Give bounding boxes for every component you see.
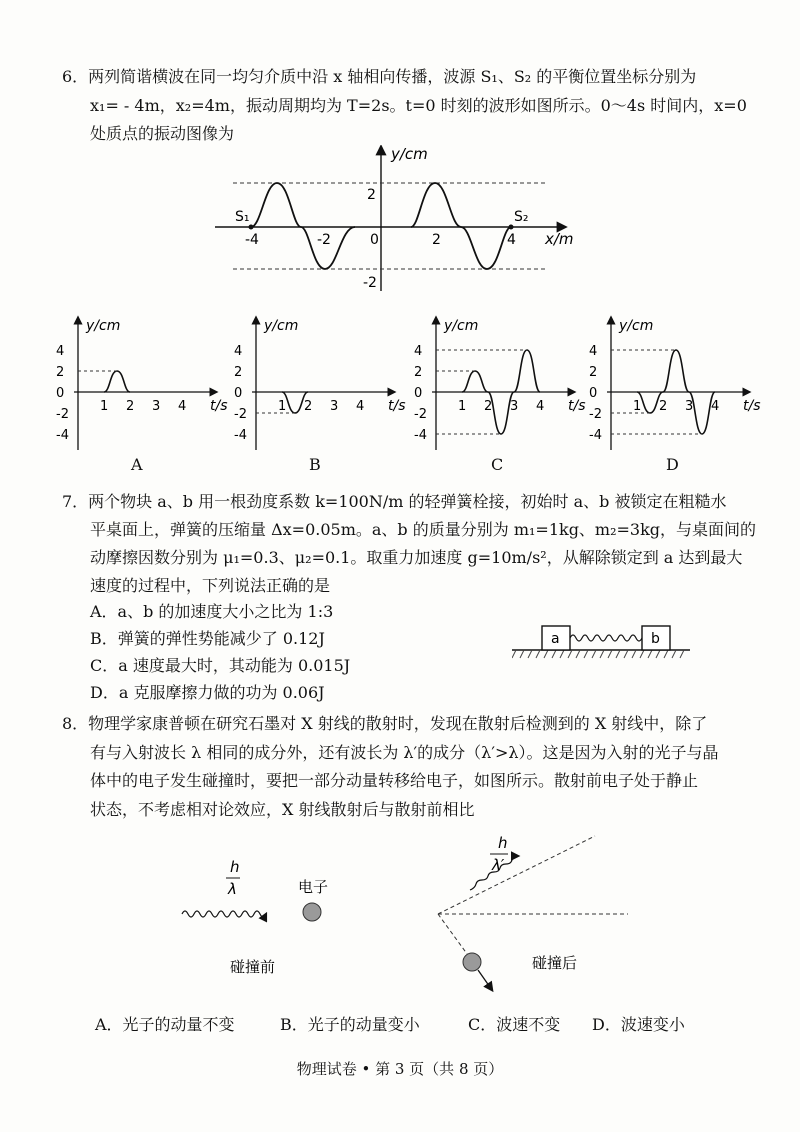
y-tick-label: 4	[414, 344, 423, 359]
q7-line1: 7．两个物块 a、b 用一根劲度系数 k=100N/m 的轻弹簧栓接，初始时 a、b 被锁定在粗糙水	[62, 492, 727, 511]
y-tick-label: 4	[56, 344, 65, 359]
q7-option-d: D．a 克服摩擦力做的功为 0.06J	[90, 683, 325, 702]
t-tick-label: 3	[510, 399, 519, 414]
electron-before	[303, 903, 321, 921]
t-tick-label: 2	[484, 399, 493, 414]
before-label: 碰撞前	[230, 958, 276, 976]
option-graphs	[40, 312, 780, 477]
tick-x-4: 4	[507, 232, 516, 248]
y-tick-label: -2	[234, 407, 247, 422]
t-tick-label: 3	[152, 399, 161, 414]
lambda-label-before: λ	[228, 880, 237, 898]
q8-option-c: C．波速不变	[468, 1015, 561, 1034]
t-tick-label: 1	[633, 399, 642, 414]
electron-label: 电子	[298, 878, 329, 896]
q8-line1: 8．物理学家康普顿在研究石墨对 X 射线的散射时，发现在散射后检测到的 X 射线中，除了	[62, 714, 708, 733]
y-tick-label: -4	[414, 428, 427, 443]
t-axis-label: t/s	[743, 398, 761, 414]
y-axis-label: y/cm	[264, 318, 299, 334]
y-axis-label: y/cm	[86, 318, 121, 334]
h-label-after: h	[498, 834, 508, 852]
q7-option-c: C．a 速度最大时，其动能为 0.015J	[90, 656, 351, 675]
tick-x--2: -2	[317, 232, 331, 248]
incident-photon	[182, 911, 266, 917]
wave-s2	[411, 183, 539, 269]
source-s2: S₂	[514, 209, 529, 225]
block-a-label: a	[551, 631, 560, 647]
y-tick-label: 2	[234, 365, 243, 380]
y-tick-label: 4	[234, 344, 243, 359]
q8-option-a: A．光子的动量不变	[95, 1015, 235, 1034]
tick-x-0: 0	[370, 232, 379, 248]
y-tick-label: -2	[56, 407, 69, 422]
q8-option-b: B．光子的动量变小	[280, 1015, 420, 1034]
t-tick-label: 4	[356, 399, 365, 414]
option-label-c: C	[491, 455, 504, 474]
y-tick-label: 0	[589, 386, 598, 401]
t-tick-label: 1	[458, 399, 467, 414]
option-label-b: B	[309, 455, 321, 474]
y-tick-label: 2	[589, 365, 598, 380]
option-graph-d	[589, 318, 761, 450]
y-tick-label: 0	[234, 386, 243, 401]
t-axis-label: t/s	[388, 398, 406, 414]
spring	[570, 635, 648, 641]
t-tick-label: 1	[278, 399, 287, 414]
vibration-curve	[663, 350, 689, 392]
vibration-curve	[462, 371, 488, 392]
y-tick-label: -4	[234, 428, 247, 443]
q6-line1: 6．两列简谐横波在同一均匀介质中沿 x 轴相向传播，波源 S₁、S₂ 的平衡位置坐标分别为	[62, 67, 697, 86]
t-tick-label: 3	[330, 399, 339, 414]
spring-blocks-figure	[512, 620, 692, 662]
q7-line2: 平桌面上，弹簧的压缩量 Δx=0.05m。a、b 的质量分别为 m₁=1kg、m₂=3kg，与桌面间的	[90, 520, 757, 539]
y-tick-label: -4	[56, 428, 69, 443]
t-axis-label: t/s	[210, 398, 228, 414]
option-label-d: D	[666, 455, 679, 474]
y-tick-label: 2	[414, 365, 423, 380]
option-label-a: A	[131, 455, 143, 474]
wave-s1	[251, 183, 355, 269]
t-axis-label: t/s	[568, 398, 586, 414]
scattered-path	[438, 836, 595, 914]
compton-figure	[170, 828, 650, 1003]
electron-after	[463, 953, 481, 971]
y-axis-label: y/cm	[619, 318, 654, 334]
q8-line2: 有与入射波长 λ 相同的成分外，还有波长为 λ′的成分（λ′>λ）。这是因为入射的光子与晶	[90, 743, 719, 762]
q6-line2: x₁= - 4m，x₂=4m，振动周期均为 T=2s。t=0 时刻的波形如图所示。0～4s 时间内，x=0	[90, 96, 747, 115]
vibration-curve	[104, 371, 130, 392]
t-tick-label: 3	[685, 399, 694, 414]
q7-option-b: B．弹簧的弹性势能减少了 0.12J	[90, 629, 325, 648]
page-footer: 物理试卷 • 第 3 页（共 8 页）	[296, 1060, 504, 1078]
t-tick-label: 4	[711, 399, 720, 414]
y-tick-label: 4	[589, 344, 598, 359]
y-tick-label: 0	[414, 386, 423, 401]
tick-x--4: -4	[245, 232, 259, 248]
t-tick-label: 4	[536, 399, 545, 414]
y-tick-label: -2	[589, 407, 602, 422]
t-tick-label: 2	[126, 399, 135, 414]
tick-y--2: -2	[363, 275, 377, 291]
h-label-before: h	[230, 858, 240, 876]
y-tick-label: 2	[56, 365, 65, 380]
electron-path	[438, 914, 470, 958]
lambda-label-after: λ′	[492, 856, 505, 874]
x-label: x/m	[545, 230, 574, 248]
q6-line3: 处质点的振动图像为	[90, 124, 235, 143]
option-graph-c	[414, 318, 586, 450]
source-s1: S₁	[235, 209, 250, 225]
option-graph-b	[234, 318, 406, 450]
q7-line4: 速度的过程中，下列说法正确的是	[90, 576, 331, 595]
y-label: y/cm	[391, 145, 428, 163]
tick-y-2: 2	[367, 187, 376, 203]
t-tick-label: 1	[100, 399, 109, 414]
vibration-curve	[514, 350, 540, 392]
q7-line3: 动摩擦因数分别为 μ₁=0.3、μ₂=0.1。取重力加速度 g=10m/s²，从解除锁定到 a 达到最大	[90, 548, 743, 567]
y-tick-label: 0	[56, 386, 65, 401]
block-b-label: b	[651, 631, 660, 647]
q8-line3: 体中的电子发生碰撞时，要把一部分动量转移给电子，如图所示。散射前电子处于静止	[90, 771, 699, 790]
tick-x-2: 2	[432, 232, 441, 248]
q7-option-a: A．a、b 的加速度大小之比为 1:3	[90, 602, 334, 621]
t-tick-label: 4	[178, 399, 187, 414]
q8-option-d: D．波速变小	[592, 1015, 685, 1034]
t-tick-label: 2	[659, 399, 668, 414]
q8-line4: 状态，不考虑相对论效应，X 射线散射后与散射前相比	[90, 800, 475, 819]
y-axis-label: y/cm	[444, 318, 479, 334]
y-tick-label: -4	[589, 428, 602, 443]
after-label: 碰撞后	[532, 954, 578, 972]
wave-figure	[205, 145, 585, 295]
t-tick-label: 2	[304, 399, 313, 414]
y-tick-label: -2	[414, 407, 427, 422]
option-graph-a	[56, 318, 228, 450]
